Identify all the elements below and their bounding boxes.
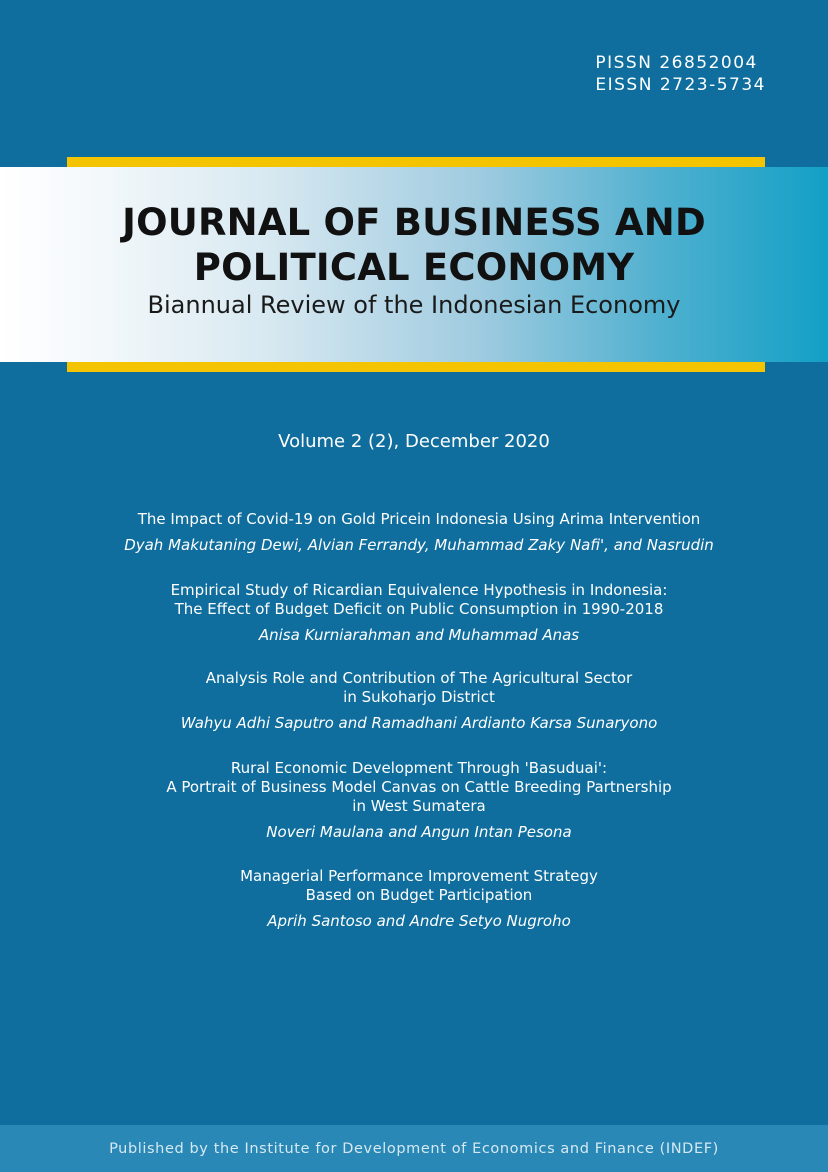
journal-title — [0, 200, 828, 290]
article-entry — [0, 581, 828, 645]
article-title: Rural Economic Development Through 'Basuduai': A Portrait of Business Model Canvas on Cattle Breeding Partnership in West Sumatera — [166, 759, 672, 815]
article-entry — [0, 669, 828, 733]
article-title: Managerial Performance Improvement Strategy Based on Budget Participation — [240, 867, 598, 904]
article-entry — [0, 759, 828, 842]
article-title: Analysis Role and Contribution of The Agricultural Sector in Sukoharjo District — [205, 669, 633, 706]
article-authors: Noveri Maulana and Angun Intan Pesona — [266, 823, 572, 841]
article-title: Empirical Study of Ricardian Equivalence Hypothesis in Indonesia: The Effect of Budget Deficit on Public Consumption in 1990-2018 — [170, 581, 668, 618]
top-accent-bar — [67, 157, 765, 167]
bottom-accent-bar — [67, 362, 765, 372]
article-authors: Aprih Santoso and Andre Setyo Nugroho — [267, 912, 571, 930]
article-entry — [0, 867, 828, 931]
article-entry — [0, 510, 828, 555]
journal-title-line2: POLITICAL ECONOMY — [193, 246, 635, 289]
article-authors: Wahyu Adhi Saputro and Ramadhani Ardianto Karsa Sunaryono — [180, 714, 658, 732]
print-issn: PISSN 26852004 — [595, 53, 758, 73]
journal-subtitle: Biannual Review of the Indonesian Economy — [147, 291, 681, 319]
article-title: The Impact of Covid-19 on Gold Pricein Indonesia Using Arima Intervention — [137, 510, 701, 528]
journal-title-line1: JOURNAL OF BUSINESS AND — [122, 201, 706, 244]
electronic-issn: EISSN 2723-5734 — [595, 75, 766, 95]
publisher-footer: Published by the Institute for Development of Economics and Finance (INDEF) — [109, 1141, 719, 1157]
issn-block — [595, 52, 766, 96]
article-authors: Anisa Kurniarahman and Muhammad Anas — [258, 626, 580, 644]
article-authors: Dyah Makutaning Dewi, Alvian Ferrandy, Muhammad Zaky Nafi', and Nasrudin — [124, 536, 714, 554]
volume-issue: Volume 2 (2), December 2020 — [278, 431, 550, 452]
